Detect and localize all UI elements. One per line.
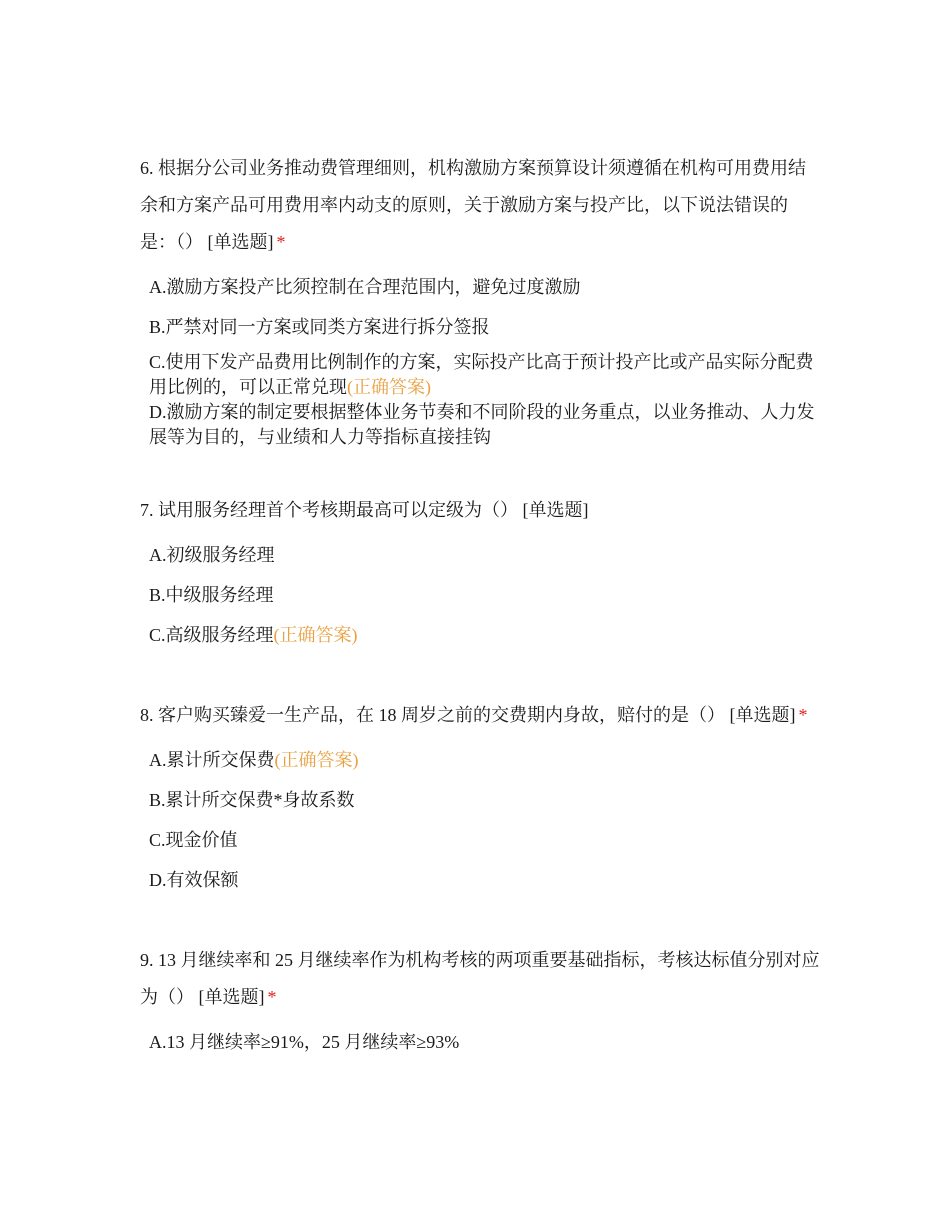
option-a[interactable]: A.激励方案投产比须控制在合理范围内，避免过度激励 xyxy=(149,277,581,297)
option-list xyxy=(140,1030,820,1055)
option-c[interactable]: C.高级服务经理(正确答案) xyxy=(149,625,358,645)
question-8 xyxy=(140,697,820,893)
question-title: 8. 客户购买臻爱一生产品，在 18 周岁之前的交费期内身故，赔付的是（） [单选题] * xyxy=(140,705,808,725)
question-9 xyxy=(140,942,820,1055)
option-a[interactable]: A.累计所交保费(正确答案) xyxy=(149,750,359,770)
question-title: 9. 13 月继续率和 25 月继续率作为机构考核的两项重要基础指标，考核达标值分别对应为（） [单选题] * xyxy=(140,950,820,1007)
option-list xyxy=(140,748,820,893)
question-6 xyxy=(140,150,820,450)
option-a[interactable]: A.13 月继续率≥91%，25 月继续率≥93% xyxy=(149,1032,460,1052)
option-b[interactable]: B.中级服务经理 xyxy=(149,585,274,605)
option-d[interactable]: D.激励方案的制定要根据整体业务节奏和不同阶段的业务重点，以业务推动、人力发展等为目的，与业绩和人力等指标直接挂钩 xyxy=(149,402,815,447)
required-mark: * xyxy=(798,705,808,725)
option-b[interactable]: B.累计所交保费*身故系数 xyxy=(149,790,355,810)
question-title: 6. 根据分公司业务推动费管理细则，机构激励方案预算设计须遵循在机构可用费用结余和方案产品可用费用率内动支的原则，关于激励方案与投产比，以下说法错误的是：（） [单选题] * xyxy=(140,158,806,252)
option-b[interactable]: B.严禁对同一方案或同类方案进行拆分签报 xyxy=(149,317,490,337)
option-list xyxy=(140,543,820,648)
correct-answer-tag: (正确答案) xyxy=(347,377,431,397)
option-d[interactable]: D.有效保额 xyxy=(149,870,239,890)
required-mark: * xyxy=(267,987,277,1007)
correct-answer-tag: (正确答案) xyxy=(273,625,358,645)
option-list xyxy=(140,275,820,450)
option-c[interactable]: C.现金价值 xyxy=(149,830,238,850)
option-a[interactable]: A.初级服务经理 xyxy=(149,545,275,565)
required-mark: * xyxy=(276,232,286,252)
correct-answer-tag: (正确答案) xyxy=(274,750,359,770)
question-list xyxy=(140,150,820,1055)
question-7 xyxy=(140,492,820,648)
question-title: 7. 试用服务经理首个考核期最高可以定级为（） [单选题] xyxy=(140,500,589,520)
option-c[interactable]: C.使用下发产品费用比例制作的方案，实际投产比高于预计投产比或产品实际分配费用比例的，可以正常兑现(正确答案) xyxy=(149,352,814,397)
